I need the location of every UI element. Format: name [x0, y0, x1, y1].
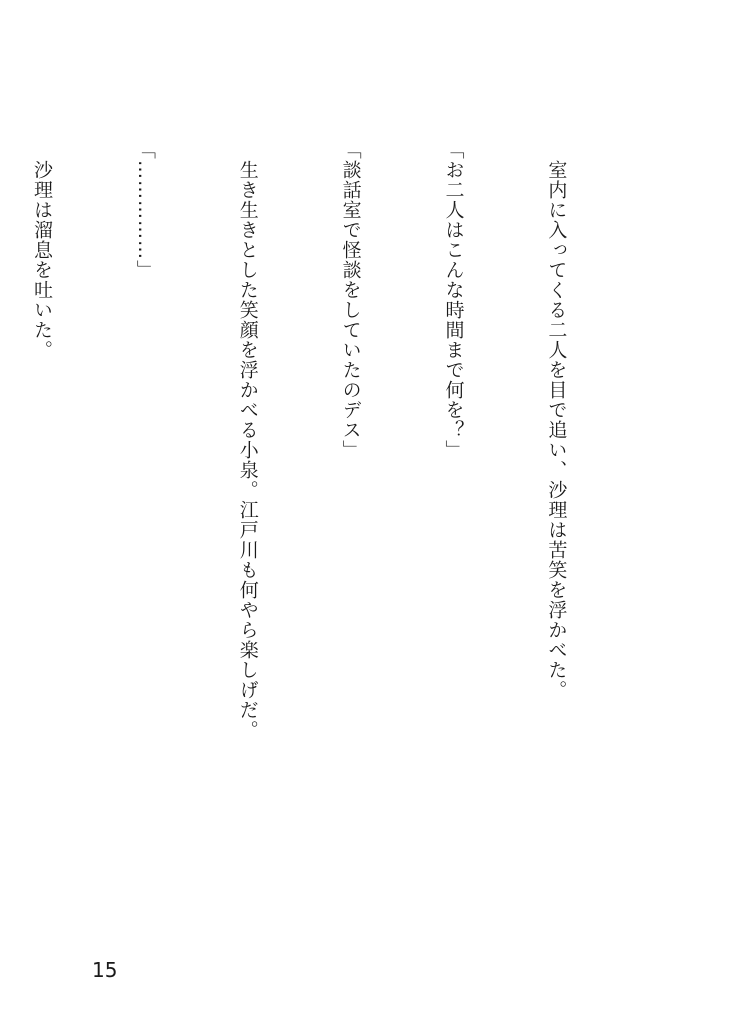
text-line: 沙理は溜息を吐いた。 [30, 140, 53, 360]
page-number: 15 [92, 958, 118, 982]
text-line: 生き生きとした笑顔を浮かべる小泉。江戸川も何やら楽しげだ。 [236, 140, 259, 740]
text-line: 「……………」 [133, 140, 156, 280]
text-line: 室内に入ってくる二人を目で追い、沙理は苦笑を浮かべた。 [545, 140, 568, 700]
text-line: 「お二人はこんな時間まで何を？」 [442, 140, 465, 460]
vertical-text-body [0, 140, 642, 900]
text-line: 「談話室で怪談をしていたのデス」 [339, 140, 362, 460]
